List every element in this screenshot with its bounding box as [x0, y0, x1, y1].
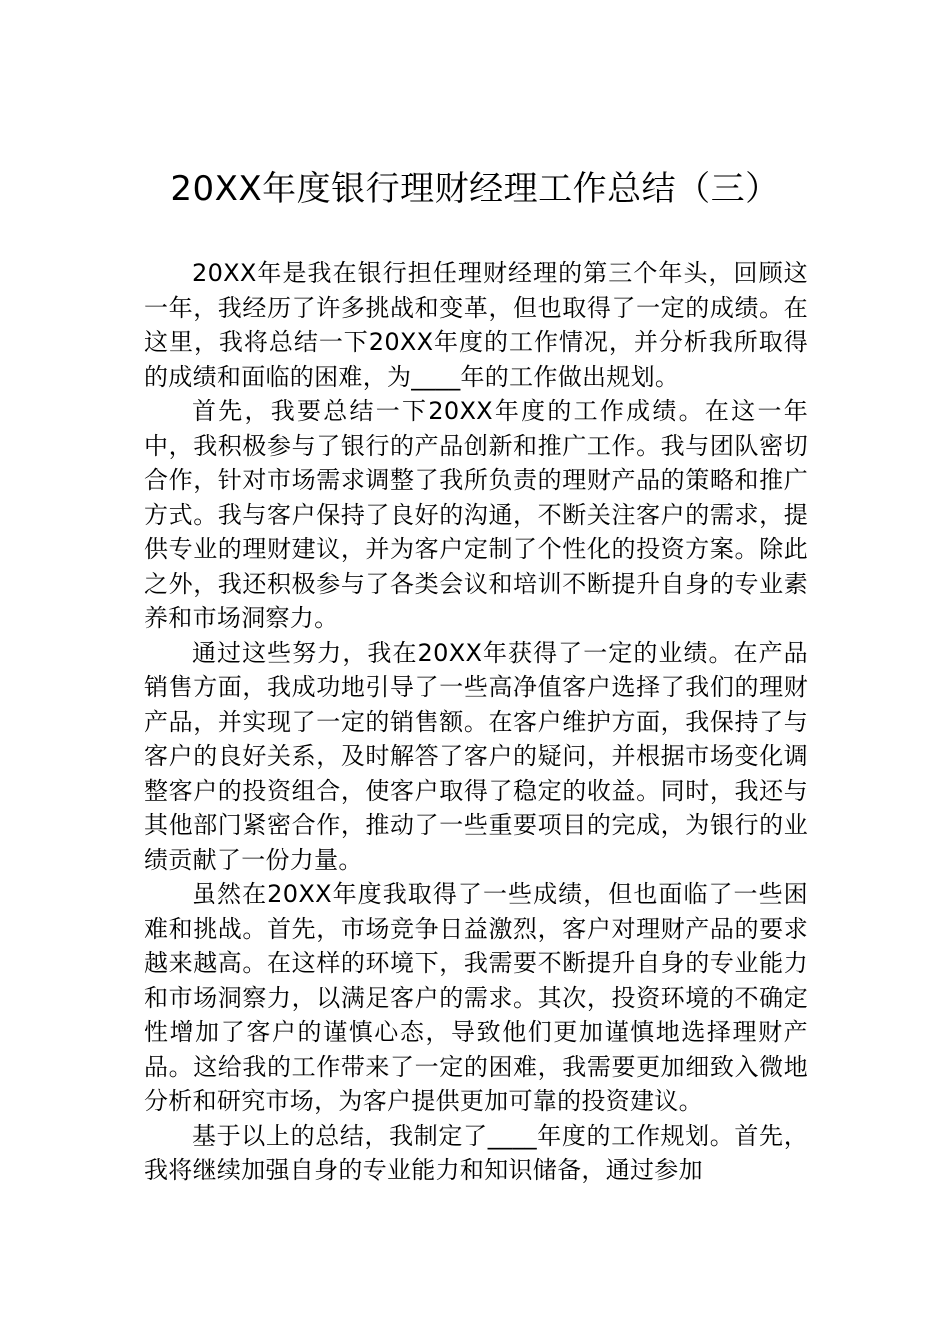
paragraph: 虽然在20XX年度我取得了一些成绩，但也面临了一些困难和挑战。首先，市场竞争日益激烈，客户对理财产品的要求越来越高。在这样的环境下，我需要不断提升自身的专业能力和市场洞察力，以满足客户的需求。其次，投资环境的不确定性增加了客户的谨慎心态，导致他们更加谨慎地选择理财产品。这给我的工作带来了一定的困难，我需要更加细致入微地分析和研究市场，为客户提供更加可靠的投资建议。	[144, 880, 808, 1115]
document-body	[144, 256, 808, 1188]
document-title: 20XX年度银行理财经理工作总结（三）	[170, 169, 780, 209]
paragraph: 首先，我要总结一下20XX年度的工作成绩。在这一年中，我积极参与了银行的产品创新和推广工作。我与团队密切合作，针对市场需求调整了我所负责的理财产品的策略和推广方式。我与客户保持了良好的沟通，不断关注客户的需求，提供专业的理财建议，并为客户定制了个性化的投资方案。除此之外，我还积极参与了各类会议和培训不断提升自身的专业素养和市场洞察力。	[144, 397, 808, 632]
paragraph: 通过这些努力，我在20XX年获得了一定的业绩。在产品销售方面，我成功地引导了一些高净值客户选择了我们的理财产品，并实现了一定的销售额。在客户维护方面，我保持了与客户的良好关系，及时解答了客户的疑问，并根据市场变化调整客户的投资组合，使客户取得了稳定的收益。同时，我还与其他部门紧密合作，推动了一些重要项目的完成，为银行的业绩贡献了一份力量。	[144, 638, 808, 874]
paragraph: 基于以上的总结，我制定了____年度的工作规划。首先，我将继续加强自身的专业能力和知识储备，通过参加	[144, 1121, 808, 1184]
paragraph: 20XX年是我在银行担任理财经理的第三个年头，回顾这一年，我经历了许多挑战和变革，但也取得了一定的成绩。在这里，我将总结一下20XX年度的工作情况，并分析我所取得的成绩和面临的困难，为____年的工作做出规划。	[144, 259, 808, 391]
